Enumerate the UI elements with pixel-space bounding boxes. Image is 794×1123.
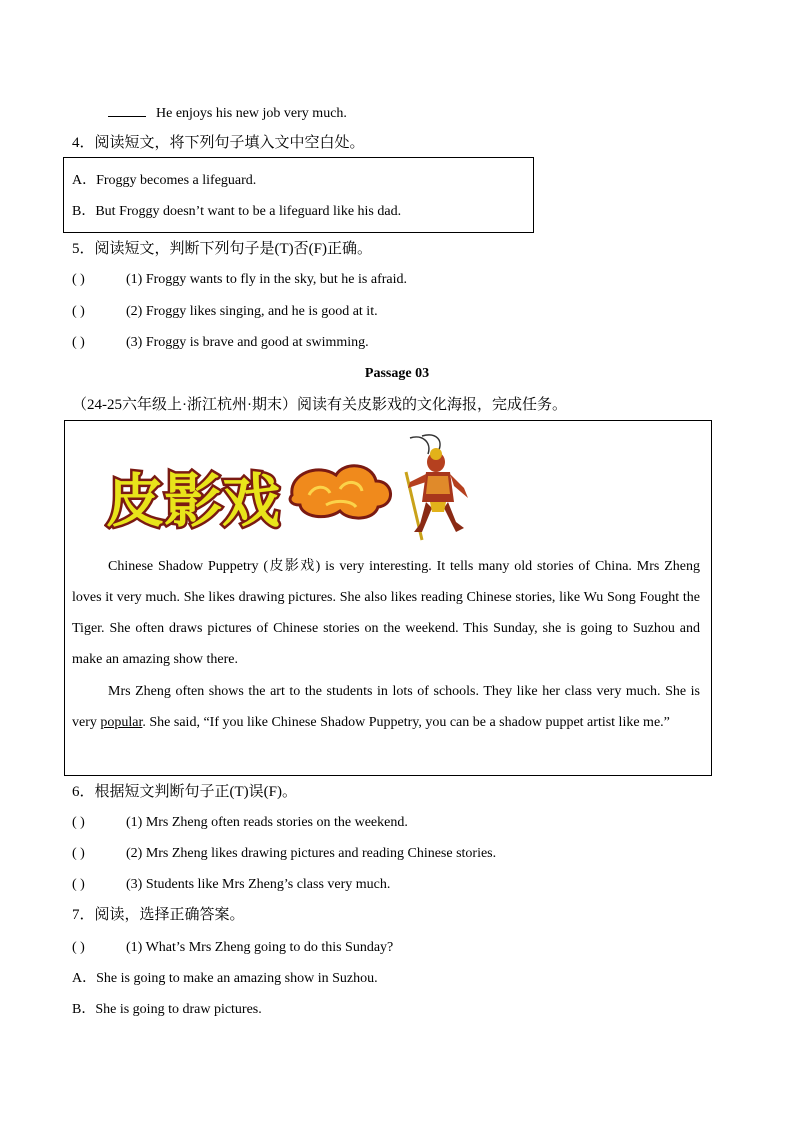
answer-parentheses[interactable]: ( ) [72,272,85,287]
answer-parentheses[interactable]: ( ) [72,815,85,830]
q4-option-a: A．Froggy becomes a lifeguard. [72,173,257,188]
q5-item-2 [72,303,378,321]
shadow-puppetry-logo [104,455,404,535]
cloud-icon [290,466,390,518]
monkey-king-puppet-icon [392,432,482,544]
q4-instruction: 4．阅读短文，将下列句子填入文中空白处。 [72,135,365,151]
q6-instruction: 6．根据短文判断句子正(T)误(F)。 [72,784,297,800]
q4-options-box [63,157,534,233]
previous-answer-line [108,103,347,123]
answer-parentheses[interactable]: ( ) [72,940,85,955]
q7-instruction: 7．阅读，选择正确答案。 [72,907,245,923]
answer-parentheses[interactable]: ( ) [72,335,85,350]
q5-item-3-text: (3) Froggy is brave and good at swimming. [126,335,369,350]
q6-item-3 [72,876,390,894]
underlined-word: popular [100,715,143,730]
paragraph-1-text: Chinese Shadow Puppetry (皮影戏) is very interesting. It tells many old stories of China. Mrs Zheng loves it very much. She likes drawing pictures. She also likes reading Chinese stories, like Wu Song Fought the Tiger. She often draws pictures of Chinese stories on the weekend. This Sunday, she is going to Suzhou and make an amazing show there. [72,559,700,667]
q5-item-1-text: (1) Froggy wants to fly in the sky, but he is afraid. [126,272,407,287]
q7-question-text: (1) What’s Mrs Zheng going to do this Sunday? [126,940,394,955]
passage-title: Passage 03 [364,366,430,381]
q5-item-2-text: (2) Froggy likes singing, and he is good at it. [126,304,378,319]
paragraph-2-text-a: Mrs Zheng often shows the art to the students in lots of schools. They like her class very much. She is very [72,684,700,730]
q6-item-3-text: (3) Students like Mrs Zheng’s class very much. [126,877,391,892]
answer-blank [108,103,146,117]
answer-parentheses[interactable]: ( ) [72,846,85,861]
passage-source: （24-25六年级上·浙江杭州·期末）阅读有关皮影戏的文化海报，完成任务。 [72,397,567,413]
q6-item-1 [72,814,408,832]
q7-question [72,939,393,957]
q6-item-1-text: (1) Mrs Zheng often reads stories on the weekend. [126,815,408,830]
q4-option-b: B．But Froggy doesn’t want to be a lifeguard like his dad. [72,204,402,219]
q6-item-2 [72,845,496,863]
passage-paragraph-2 [72,676,700,738]
answer-parentheses[interactable]: ( ) [72,877,85,892]
q5-item-3 [72,334,369,352]
answer-parentheses[interactable]: ( ) [72,304,85,319]
q7-option-a: A．She is going to make an amazing show in Suzhou. [72,971,378,986]
paragraph-2-text-b: . She said, “If you like Chinese Shadow Puppetry, you can be a shadow puppet artist like me.” [142,715,670,730]
q7-option-b: B．She is going to draw pictures. [72,1002,262,1017]
logo-text: 皮影戏 [106,467,281,535]
q5-item-1 [72,271,407,289]
previous-line-text: He enjoys his new job very much. [156,106,347,121]
q6-item-2-text: (2) Mrs Zheng likes drawing pictures and reading Chinese stories. [126,846,497,861]
passage-paragraph-1 [72,551,700,675]
q5-instruction: 5．阅读短文，判断下列句子是(T)否(F)正确。 [72,241,372,257]
